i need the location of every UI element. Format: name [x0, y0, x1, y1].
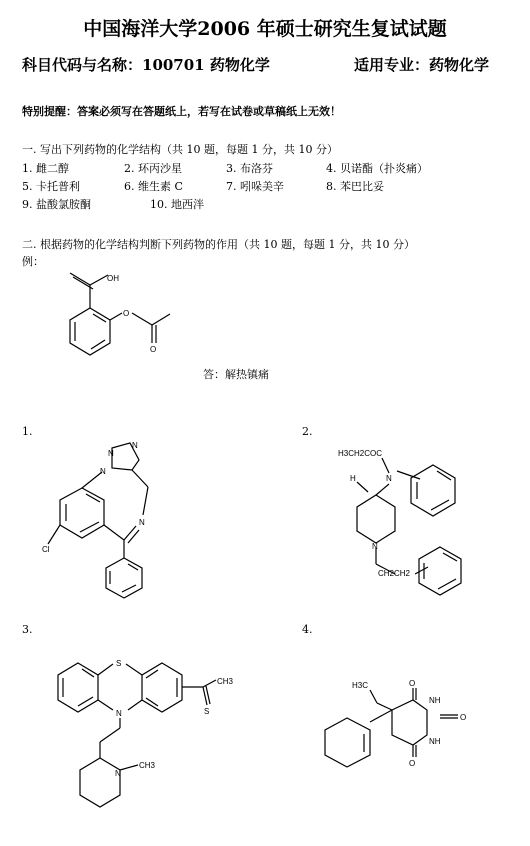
s1-item-9: 9. 盐酸氯胺酮: [22, 198, 91, 211]
question-number-2: 2.: [302, 425, 313, 438]
example-aspirin-structure: [70, 273, 170, 355]
s4-o-right-label: O: [460, 713, 467, 722]
s4-h3c-label: H3C: [352, 681, 369, 690]
question-number-4: 4.: [302, 623, 313, 636]
s2-amide-n-label: N: [386, 474, 392, 483]
s2-piperidine-n-label: N: [372, 542, 378, 551]
question-number-1: 1.: [22, 425, 33, 438]
s3-n-methyl-label: CH3: [139, 761, 156, 770]
s3-thio-s-label: S: [204, 707, 210, 716]
subject-code-name: 科目代码与名称：100701 药物化学: [22, 56, 270, 74]
s4-o-bottom-label: O: [409, 759, 416, 768]
exam-title: 中国海洋大学2006 年硕士研究生复试试题: [83, 18, 447, 40]
s1-item-7: 7. 吲哚美辛: [226, 180, 284, 193]
s1-item-8: 8. 苯巴比妥: [326, 180, 384, 193]
s4-nh-bottom-label: NH: [429, 737, 441, 746]
s4-nh-top-label: NH: [429, 696, 441, 705]
s1-item-5: 5. 卡托普利: [22, 180, 80, 193]
s1-cl-label: Cl: [42, 545, 50, 554]
s1-item-4: 4. 贝诺酯（扑炎痛）: [326, 162, 428, 175]
s1-n-label: N: [100, 467, 106, 476]
s3-n-label: N: [116, 709, 122, 718]
s1-item-6: 6. 维生素 C: [124, 180, 183, 193]
s3-ring-n-label: N: [115, 769, 121, 778]
structure-1: [48, 443, 148, 598]
s2-acyl-label: H3CH2COC: [338, 449, 383, 458]
s1-n-label-2: N: [139, 518, 145, 527]
s1-item-1: 1. 雌二醇: [22, 162, 69, 175]
s1-item-10: 10. 地西泮: [150, 198, 204, 211]
s3-ch3-label: CH3: [217, 677, 234, 686]
example-label: 例：: [22, 255, 44, 268]
s2-h-label: H: [350, 474, 356, 483]
special-notice: 特别提醒：答案必须写在答题纸上，若写在试卷或草稿纸上无效！: [22, 105, 341, 118]
question-number-3: 3.: [22, 623, 33, 636]
section1-heading: 一. 写出下列药物的化学结构（共 10 题，每题 1 分，共 10 分）: [22, 143, 338, 156]
structure-3: [58, 663, 216, 807]
s1-triazole-n-label-2: N: [132, 441, 138, 450]
s4-o-top-label: O: [409, 679, 416, 688]
s1-triazole-n-label: N: [108, 449, 114, 458]
example-answer: 答：解热镇痛: [203, 368, 269, 381]
s1-item-3: 3. 布洛芬: [226, 162, 273, 175]
s1-item-2: 2. 环丙沙星: [124, 162, 182, 175]
s2-ethyl-label: CH2CH2: [378, 569, 411, 578]
example-ester-o-label: O: [123, 309, 130, 318]
s3-s-label: S: [116, 659, 122, 668]
example-oh-label: OH: [107, 274, 119, 283]
example-carbonyl-o-label: O: [150, 345, 157, 354]
section2-heading: 二. 根据药物的化学结构判断下列药物的作用（共 10 题，每题 1 分，共 10 分）: [22, 238, 415, 251]
applicable-major: 适用专业：药物化学: [354, 56, 490, 74]
